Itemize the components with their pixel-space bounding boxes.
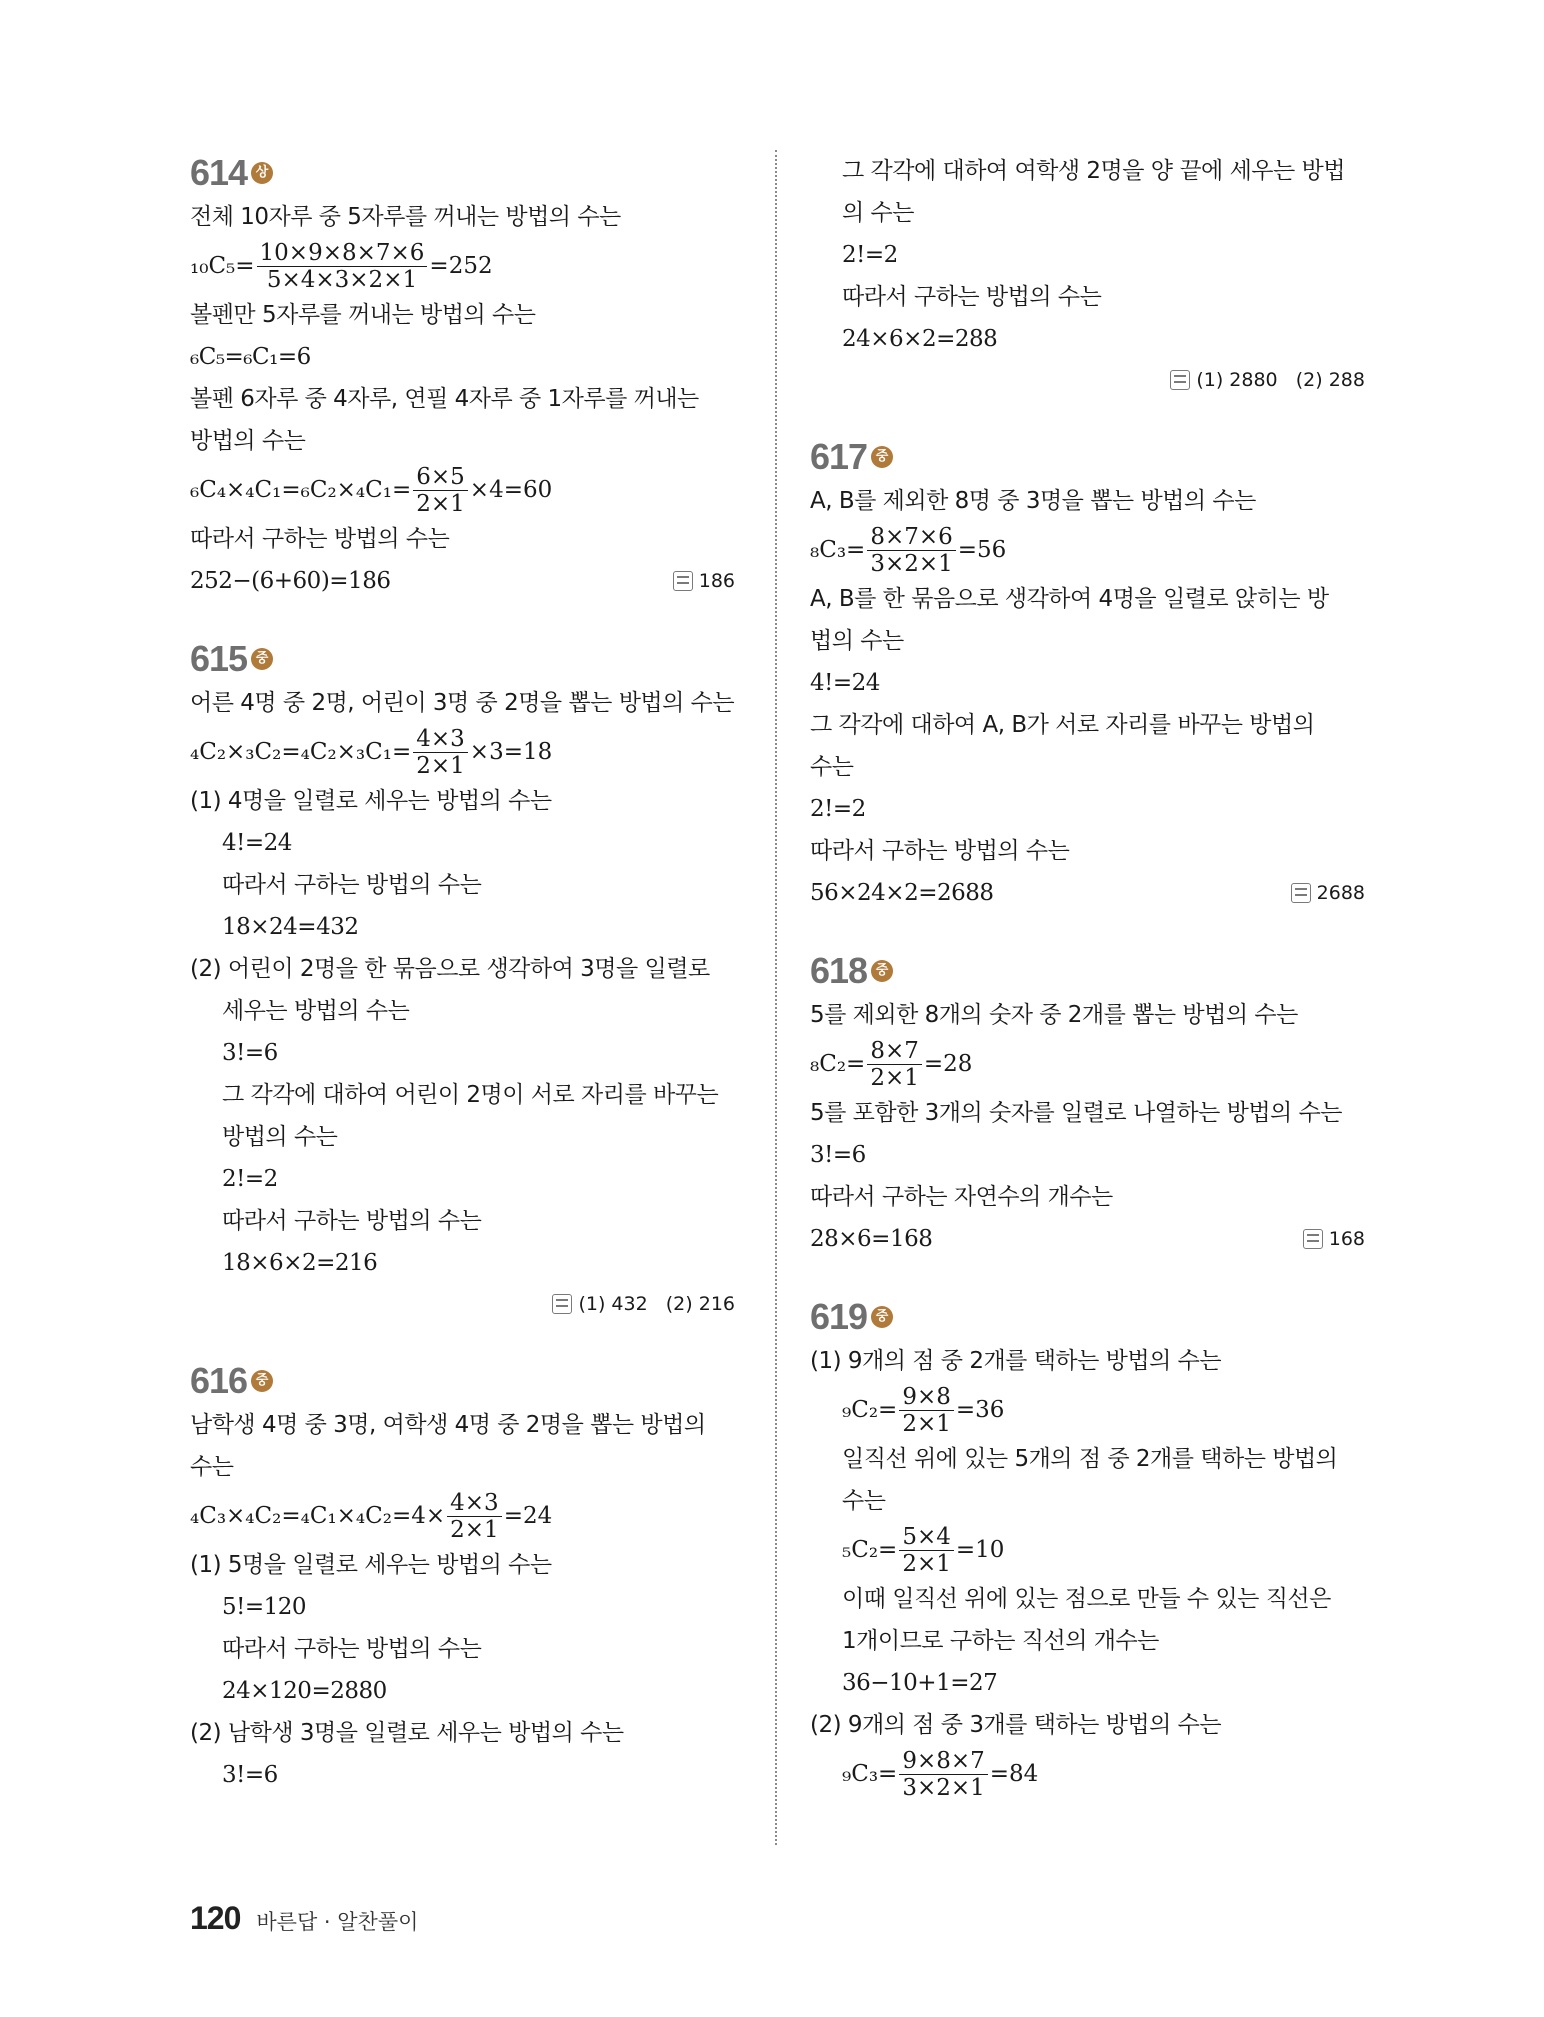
formula [190,238,735,294]
text-line: (2) 9개의 점 중 3개를 택하는 방법의 수는 [810,1712,1222,1738]
formula [190,462,735,518]
text-line: 따라서 구하는 방법의 수는 [190,526,450,552]
equation-line: 252−(6+60)=186 [190,568,391,594]
answer-icon [1291,883,1311,903]
formula-lhs: ₈C₂= [810,1051,866,1077]
answer-value: 168 [1328,1228,1365,1250]
difficulty-badge: 중 [871,1306,893,1328]
text-line: 그 각각에 대하여 A, B가 서로 자리를 바꾸는 방법의 [810,712,1315,738]
equation-line: 2!=2 [810,796,866,822]
answer [1303,1219,1365,1259]
fraction [899,1748,987,1801]
problem-number: 616 [190,1360,248,1401]
problem-number: 617 [810,436,868,477]
numerator: 5×4 [899,1524,954,1551]
text-line: 따라서 구하는 방법의 수는 [222,1208,482,1234]
formula [190,724,735,780]
equation-line: ₆C₅=₆C₁=6 [190,344,311,370]
text-line: 수는 [810,754,854,780]
equation-line: 4!=24 [222,830,292,856]
problem-number: 618 [810,950,868,991]
equation-line: 5!=120 [222,1594,307,1620]
text-line: (1) 5명을 일렬로 세우는 방법의 수는 [190,1552,552,1578]
answer [673,561,735,601]
numerator: 6×5 [413,464,468,491]
fraction [413,464,468,517]
formula-lhs: ₁₀C₅= [190,253,255,279]
formula-rhs: =84 [989,1761,1039,1787]
formula [810,522,1365,578]
answer-value: 186 [698,570,735,592]
denominator: 3×2×1 [902,1774,985,1801]
text-line: A, B를 제외한 8명 중 3명을 뽑는 방법의 수는 [810,488,1256,514]
answer-icon [1170,370,1190,390]
answer-value: (1) 432 (2) 216 [578,1293,735,1315]
formula-rhs: =24 [503,1503,553,1529]
text-line: 그 각각에 대하여 어린이 2명이 서로 자리를 바꾸는 [222,1082,719,1108]
text-line: 따라서 구하는 방법의 수는 [222,1636,482,1662]
denominator: 2×1 [450,1516,499,1543]
text-line: 따라서 구하는 방법의 수는 [842,284,1102,310]
text-line: 따라서 구하는 방법의 수는 [222,872,482,898]
formula-lhs: ₅C₂= [842,1537,898,1563]
formula-rhs: =28 [923,1051,973,1077]
equation-line: 4!=24 [810,670,880,696]
formula-lhs: ₉C₂= [842,1397,898,1423]
equation-line: 3!=6 [810,1142,866,1168]
equation-line: 2!=2 [842,242,898,268]
formula-lhs: ₉C₃= [842,1761,898,1787]
equation-line: 3!=6 [222,1040,278,1066]
difficulty-badge: 중 [871,960,893,982]
page-footer [190,1900,418,1937]
numerator: 8×7 [867,1038,922,1065]
text-line: 의 수는 [842,200,914,226]
text-line: A, B를 한 묶음으로 생각하여 4명을 일렬로 앉히는 방 [810,586,1329,612]
text-line: 남학생 4명 중 3명, 여학생 4명 중 2명을 뽑는 방법의 [190,1412,706,1438]
equation-line: 3!=6 [222,1762,278,1788]
answer-row [810,872,1365,914]
problem-header-619 [810,1294,1365,1340]
denominator: 5×4×3×2×1 [266,266,418,293]
column-divider [775,150,777,1845]
formula-lhs: ₈C₃= [810,537,866,563]
formula [190,1488,735,1544]
formula-rhs: =10 [955,1537,1005,1563]
formula-rhs: ×4=60 [469,477,553,503]
equation-line: 24×120=2880 [222,1678,387,1704]
text-line: 방법의 수는 [222,1124,338,1150]
answer [1291,873,1365,913]
text-line: 볼펜만 5자루를 꺼내는 방법의 수는 [190,302,536,328]
text-line: (2) 어린이 2명을 한 묶음으로 생각하여 3명을 일렬로 [190,956,710,982]
text-line: 따라서 구하는 자연수의 개수는 [810,1184,1113,1210]
denominator: 3×2×1 [870,550,953,577]
fraction [899,1524,954,1577]
text-line: 따라서 구하는 방법의 수는 [810,838,1070,864]
text-line: 세우는 방법의 수는 [222,998,410,1024]
text-line: 볼펜 6자루 중 4자루, 연필 4자루 중 1자루를 꺼내는 [190,386,699,412]
equation-line: 56×24×2=2688 [810,880,994,906]
denominator: 2×1 [902,1410,951,1437]
text-line: 이때 일직선 위에 있는 점으로 만들 수 있는 직선은 [842,1586,1331,1612]
difficulty-badge: 상 [251,162,273,184]
numerator: 10×9×8×7×6 [257,240,428,267]
problem-header-616 [190,1358,735,1404]
equation-line: 28×6=168 [810,1226,933,1252]
formula-lhs: ₄C₂×₃C₂=₄C₂×₃C₁= [190,739,412,765]
numerator: 9×8 [899,1384,954,1411]
text-line: 법의 수는 [810,628,904,654]
text-line: 수는 [842,1488,886,1514]
denominator: 2×1 [416,490,465,517]
text-line: 일직선 위에 있는 5개의 점 중 2개를 택하는 방법의 [842,1446,1338,1472]
text-line: 1개이므로 구하는 직선의 개수는 [842,1628,1159,1654]
denominator: 2×1 [870,1064,919,1091]
answer [190,1284,735,1324]
answer-row [810,1218,1365,1260]
formula [810,1036,1365,1092]
formula-rhs: =36 [955,1397,1005,1423]
problem-header-618 [810,948,1365,994]
formula-rhs: ×3=18 [469,739,553,765]
problem-header-617 [810,434,1365,480]
text-line: 5를 포함한 3개의 숫자를 일렬로 나열하는 방법의 수는 [810,1100,1343,1126]
answer-icon [673,571,693,591]
denominator: 2×1 [902,1550,951,1577]
difficulty-badge: 중 [251,648,273,670]
equation-line: 18×6×2=216 [222,1250,378,1276]
difficulty-badge: 중 [871,446,893,468]
formula [810,1382,1365,1438]
denominator: 2×1 [416,752,465,779]
difficulty-badge: 중 [251,1370,273,1392]
right-column [810,150,1365,1802]
page-number: 120 [190,1900,241,1936]
text-line: (1) 9개의 점 중 2개를 택하는 방법의 수는 [810,1348,1222,1374]
fraction [899,1384,954,1437]
text-line: 전체 10자루 중 5자루를 꺼내는 방법의 수는 [190,204,621,230]
formula-lhs: ₆C₄×₄C₁=₆C₂×₄C₁= [190,477,412,503]
numerator: 8×7×6 [867,524,955,551]
numerator: 4×3 [447,1490,502,1517]
problem-header-615 [190,636,735,682]
section-title: 바른답 · 알찬풀이 [256,1910,419,1934]
formula [810,1746,1365,1802]
answer-icon [552,1294,572,1314]
formula-lhs: ₄C₃×₄C₂=₄C₁×₄C₂=4× [190,1503,446,1529]
formula-rhs: =252 [429,253,493,279]
answer [810,360,1365,400]
problem-number: 619 [810,1296,868,1337]
fraction [867,524,955,577]
formula-rhs: =56 [957,537,1007,563]
text-line: 수는 [190,1454,234,1480]
text-line: (2) 남학생 3명을 일렬로 세우는 방법의 수는 [190,1720,624,1746]
text-line: 5를 제외한 8개의 숫자 중 2개를 뽑는 방법의 수는 [810,1002,1298,1028]
problem-header-614 [190,150,735,196]
formula [810,1522,1365,1578]
numerator: 9×8×7 [899,1748,987,1775]
equation-line: 2!=2 [222,1166,278,1192]
text-line: 방법의 수는 [190,428,306,454]
equation-line: 24×6×2=288 [842,326,998,352]
left-column [190,150,735,1796]
answer-value: (1) 2880 (2) 288 [1196,369,1365,391]
answer-value: 2688 [1316,882,1365,904]
fraction [867,1038,922,1091]
problem-number: 614 [190,152,248,193]
numerator: 4×3 [413,726,468,753]
fraction [257,240,428,293]
text-line: (1) 4명을 일렬로 세우는 방법의 수는 [190,788,552,814]
answer-icon [1303,1229,1323,1249]
text-line: 어른 4명 중 2명, 어린이 3명 중 2명을 뽑는 방법의 수는 [190,690,735,716]
equation-line: 36−10+1=27 [842,1670,998,1696]
equation-line: 18×24=432 [222,914,359,940]
answer-row [190,560,735,602]
problem-number: 615 [190,638,248,679]
text-line: 그 각각에 대하여 여학생 2명을 양 끝에 세우는 방법 [842,158,1345,184]
fraction [413,726,468,779]
fraction [447,1490,502,1543]
